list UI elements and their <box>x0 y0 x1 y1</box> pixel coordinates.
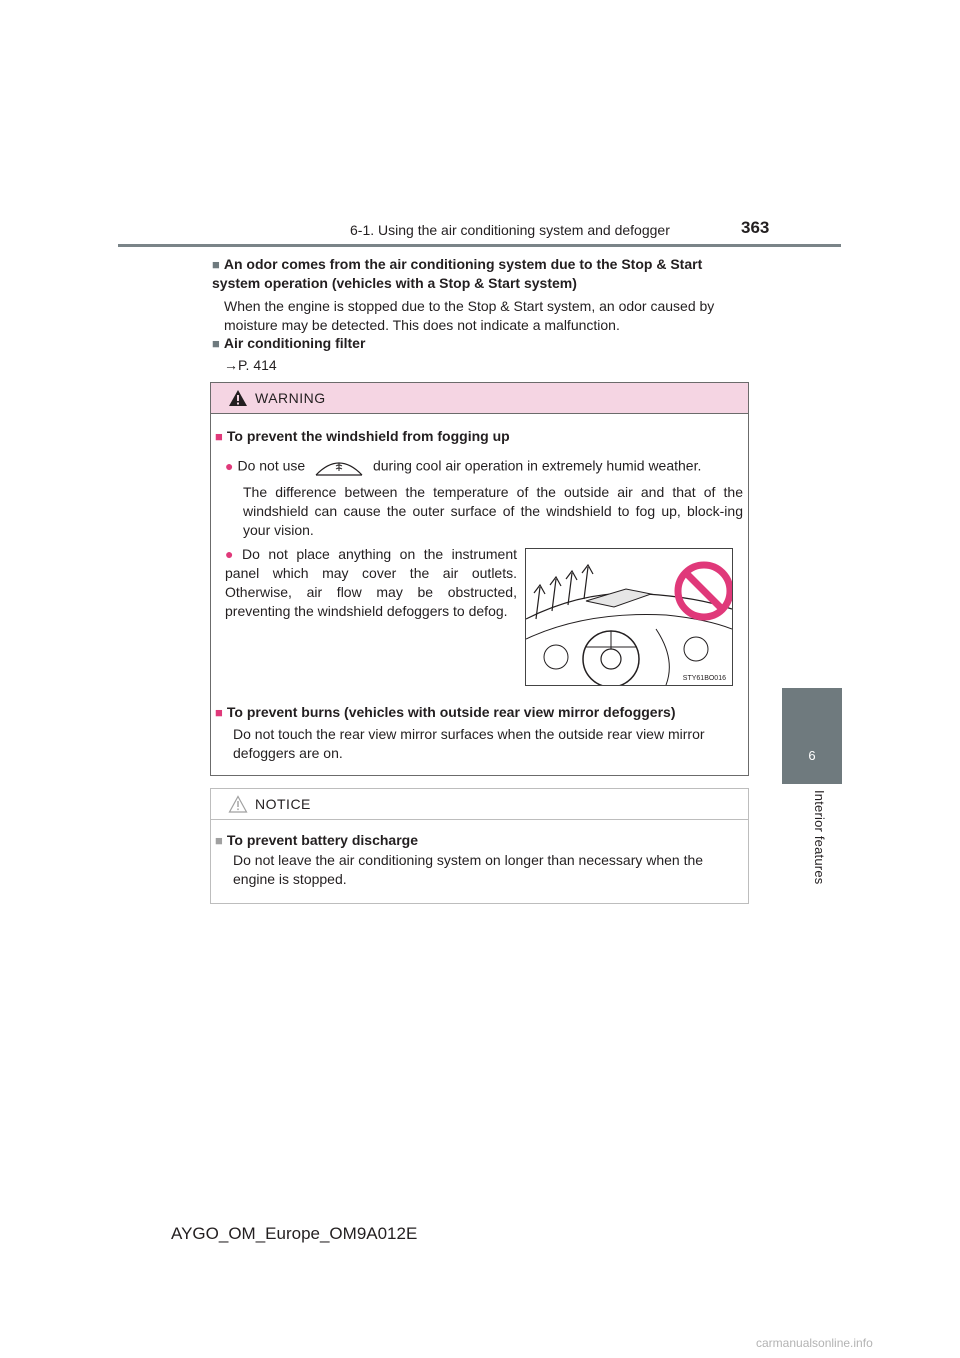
watermark: carmanualsonline.info <box>756 1336 873 1350</box>
odor-section <box>212 255 752 335</box>
odor-heading: ■ An odor comes from the air conditioning system due to the Stop & Start system operation (vehicles with a Stop & Start system) <box>212 256 703 291</box>
dashboard-illustration <box>525 548 733 686</box>
chapter-tab <box>782 688 842 784</box>
chapter-label: Interior features <box>812 790 827 885</box>
section-title: 6-1. Using the air conditioning system and defogger <box>350 222 670 238</box>
circle-bullet-icon: ● <box>225 546 239 562</box>
windshield-defogger-icon <box>313 455 365 479</box>
notice-triangle-icon <box>228 795 248 813</box>
chapter-number: 6 <box>808 748 816 763</box>
square-bullet-icon: ■ <box>215 833 223 848</box>
square-bullet-icon: ■ <box>215 429 223 444</box>
windshield-fog-heading: ■ To prevent the windshield from fogging up <box>215 428 510 444</box>
filter-page-reference: →P. 414 <box>224 357 277 373</box>
filter-section <box>212 334 752 375</box>
dashboard-outlets-drawing <box>526 549 732 685</box>
document-code: AYGO_OM_Europe_OM9A012E <box>171 1224 418 1243</box>
warning-header <box>211 383 748 414</box>
warning-triangle-icon <box>228 389 248 407</box>
burns-heading: ■ To prevent burns (vehicles with outside rear view mirror defoggers) <box>215 704 676 720</box>
notice-box <box>210 788 749 904</box>
notice-label: NOTICE <box>255 796 311 812</box>
windshield-bullet-1-body: The difference between the temperature of the outside air and that of the windshield can cause the outer surface of the windshield to fog up, block-ing your vision. <box>243 484 743 538</box>
battery-body: Do not leave the air conditioning system on longer than necessary when the engine is stopped. <box>233 852 704 887</box>
battery-heading: ■ To prevent battery discharge <box>215 832 418 848</box>
warning-label: WARNING <box>255 390 326 406</box>
square-bullet-icon: ■ <box>212 336 220 351</box>
illustration-code: STY61BO016 <box>682 675 726 682</box>
odor-body: When the engine is stopped due to the Stop & Start system, an odor caused by moisture may be detected. This does not indicate a malfunction. <box>224 298 715 333</box>
burns-body: Do not touch the rear view mirror surfaces when the outside rear view mirror defoggers are on. <box>233 726 705 761</box>
windshield-bullet-2: ● Do not place anything on the instrument panel which may cover the air outlets. Otherwise, air flow may be obstructed, preventing the windshield defoggers to defog. <box>225 546 517 619</box>
windshield-bullet-1: ● Do not use during cool air operation in extremely humid weather. <box>225 455 745 479</box>
circle-bullet-icon: ● <box>225 457 234 474</box>
header-divider <box>118 244 841 247</box>
square-bullet-icon: ■ <box>212 257 220 272</box>
filter-heading: ■ Air conditioning filter <box>212 335 366 351</box>
notice-header <box>211 789 748 820</box>
square-bullet-icon: ■ <box>215 705 223 720</box>
page-number: 363 <box>741 218 770 237</box>
